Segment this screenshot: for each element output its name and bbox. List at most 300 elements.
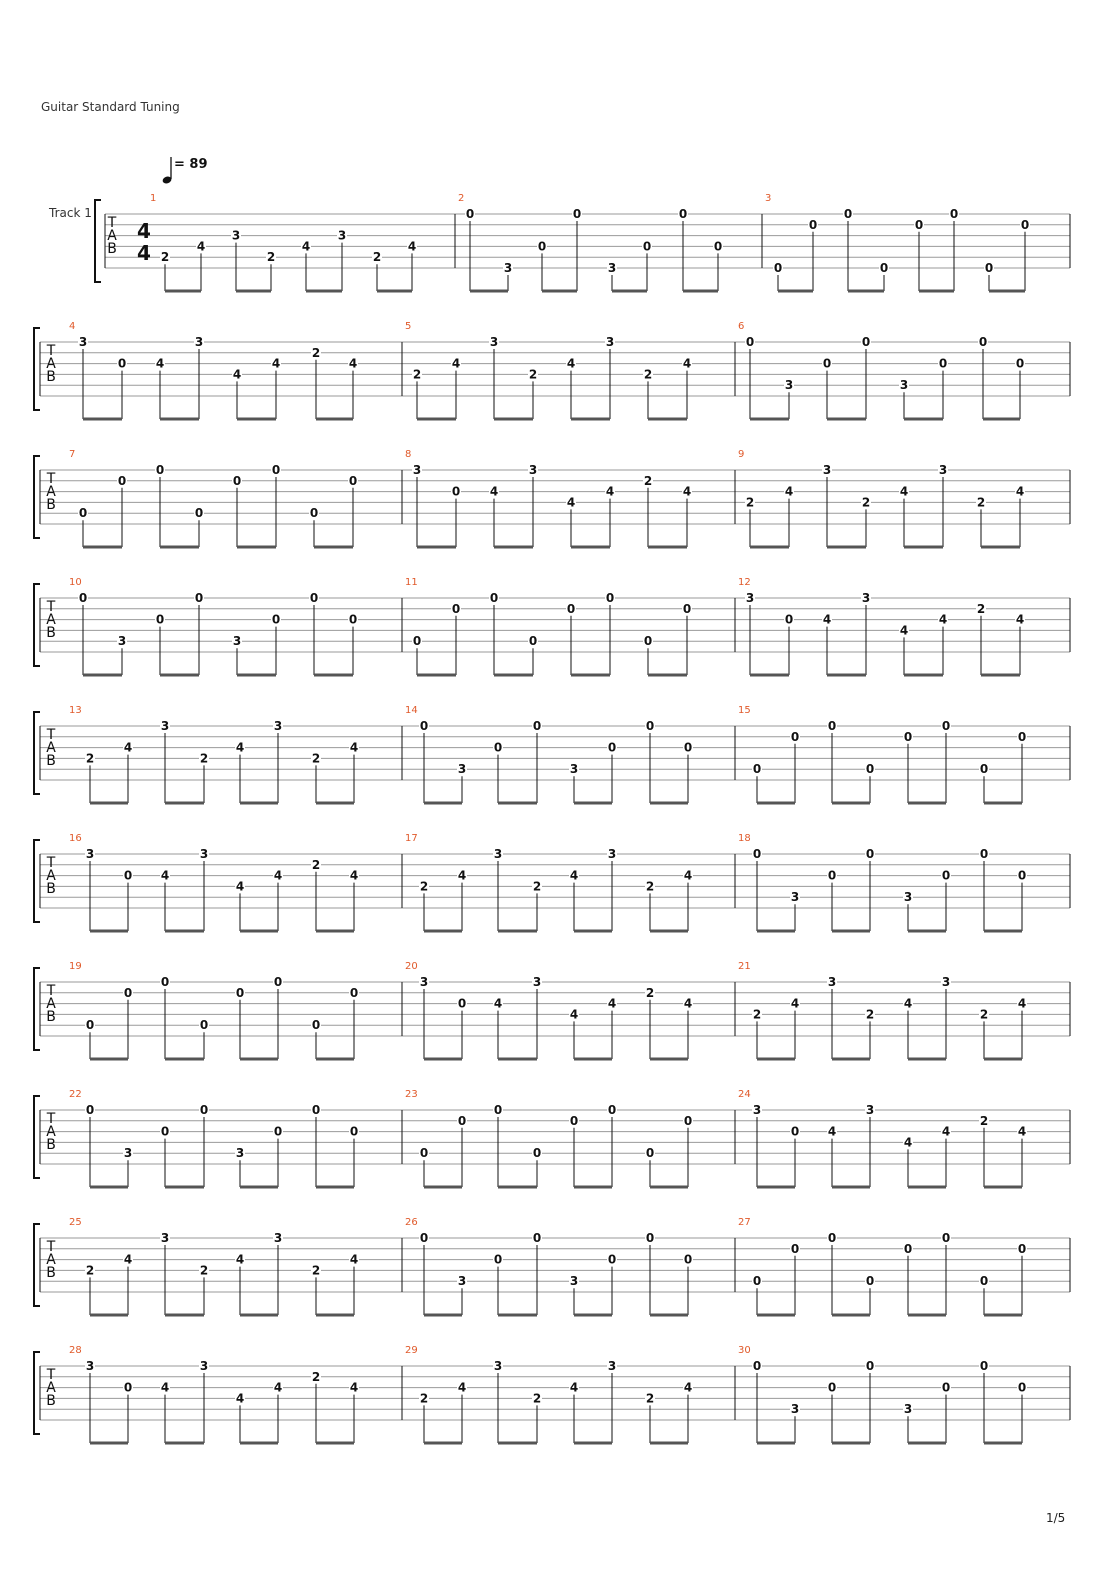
fret-number: 0 bbox=[85, 1018, 95, 1033]
fret-number: 0 bbox=[419, 719, 429, 733]
measure-number: 28 bbox=[69, 1345, 82, 1356]
measure-number: 5 bbox=[405, 321, 412, 332]
fret-number: 0 bbox=[123, 985, 133, 1000]
fret-number: 4 bbox=[941, 1124, 951, 1139]
time-signature-top: 4 bbox=[137, 219, 151, 243]
fret-number: 2 bbox=[199, 751, 209, 766]
fret-number: 4 bbox=[407, 239, 417, 254]
fret-number: 0 bbox=[273, 975, 283, 989]
fret-number: 3 bbox=[273, 1231, 283, 1245]
fret-number: 0 bbox=[643, 634, 653, 649]
tab-clef-letter: B bbox=[46, 1393, 56, 1409]
fret-number: 0 bbox=[311, 1018, 321, 1033]
tab-clef-letter: T bbox=[46, 343, 56, 359]
fret-number: 0 bbox=[457, 996, 467, 1011]
fret-number: 4 bbox=[123, 1252, 133, 1267]
fret-number: 2 bbox=[865, 1007, 875, 1022]
fret-number: 0 bbox=[232, 473, 242, 488]
fret-number: 3 bbox=[790, 890, 800, 905]
fret-number: 3 bbox=[903, 890, 913, 905]
fret-number: 2 bbox=[419, 879, 429, 894]
measure-number: 22 bbox=[69, 1089, 82, 1100]
fret-number: 2 bbox=[645, 985, 655, 1000]
fret-number: 3 bbox=[569, 762, 579, 777]
tab-clef-letter: T bbox=[46, 1239, 56, 1255]
fret-number: 0 bbox=[941, 719, 951, 733]
fret-number: 0 bbox=[532, 1231, 542, 1245]
fret-number: 0 bbox=[489, 591, 499, 605]
fret-number: 0 bbox=[984, 261, 994, 275]
fret-number: 0 bbox=[160, 1124, 170, 1139]
fret-number: 0 bbox=[155, 612, 165, 627]
fret-number: 4 bbox=[235, 1252, 245, 1267]
fret-number: 4 bbox=[1015, 484, 1025, 499]
fret-number: 0 bbox=[412, 634, 422, 649]
fret-number: 3 bbox=[457, 762, 467, 777]
tab-clef-letter: T bbox=[107, 215, 117, 231]
fret-number: 0 bbox=[607, 1252, 617, 1267]
fret-number: 3 bbox=[489, 335, 499, 349]
fret-number: 4 bbox=[160, 868, 170, 883]
fret-number: 3 bbox=[899, 378, 909, 393]
fret-number: 0 bbox=[1015, 356, 1025, 371]
fret-number: 0 bbox=[941, 1380, 951, 1395]
fret-number: 0 bbox=[532, 719, 542, 733]
fret-number: 0 bbox=[607, 740, 617, 755]
time-signature-bottom: 4 bbox=[137, 241, 151, 265]
fret-number: 3 bbox=[160, 1231, 170, 1245]
fret-number: 2 bbox=[412, 367, 422, 382]
fret-number: 3 bbox=[861, 591, 871, 605]
fret-number: 3 bbox=[503, 261, 513, 275]
fret-number: 0 bbox=[199, 1103, 209, 1117]
fret-number: 3 bbox=[419, 975, 429, 989]
fret-number: 3 bbox=[528, 463, 538, 477]
fret-number: 0 bbox=[861, 335, 871, 349]
fret-number: 2 bbox=[266, 250, 276, 265]
fret-number: 4 bbox=[938, 612, 948, 627]
fret-number: 0 bbox=[843, 207, 853, 221]
measure-number: 6 bbox=[738, 321, 745, 332]
fret-number: 4 bbox=[1017, 1124, 1027, 1139]
fret-number: 0 bbox=[822, 356, 832, 371]
measure-number: 15 bbox=[738, 705, 751, 716]
fret-number: 0 bbox=[773, 261, 783, 275]
tab-clef-letter: B bbox=[107, 241, 117, 257]
fret-number: 2 bbox=[85, 1263, 95, 1278]
fret-number: 2 bbox=[419, 1391, 429, 1406]
fret-number: 3 bbox=[232, 634, 242, 649]
fret-number: 0 bbox=[645, 719, 655, 733]
measure-number: 9 bbox=[738, 449, 745, 460]
fret-number: 4 bbox=[607, 996, 617, 1011]
fret-number: 2 bbox=[311, 1369, 321, 1384]
fret-number: 0 bbox=[879, 261, 889, 275]
fret-number: 3 bbox=[790, 1402, 800, 1417]
fret-number: 0 bbox=[865, 847, 875, 861]
fret-number: 0 bbox=[865, 1359, 875, 1373]
tab-clef-letter: B bbox=[46, 497, 56, 513]
fret-number: 4 bbox=[273, 1380, 283, 1395]
tab-clef-letter: A bbox=[46, 1380, 56, 1396]
tab-clef-letter: A bbox=[46, 740, 56, 756]
system-bracket bbox=[95, 200, 101, 282]
fret-number: 0 bbox=[271, 463, 281, 477]
fret-number: 4 bbox=[349, 740, 359, 755]
fret-number: 0 bbox=[713, 239, 723, 254]
fret-number: 0 bbox=[752, 847, 762, 861]
fret-number: 4 bbox=[903, 1135, 913, 1150]
fret-number: 3 bbox=[231, 228, 241, 243]
measure-number: 7 bbox=[69, 449, 76, 460]
fret-number: 3 bbox=[199, 1359, 209, 1373]
measure-number: 23 bbox=[405, 1089, 418, 1100]
fret-number: 4 bbox=[683, 868, 693, 883]
fret-number: 2 bbox=[645, 1391, 655, 1406]
fret-number: 0 bbox=[745, 335, 755, 349]
fret-number: 2 bbox=[311, 1263, 321, 1278]
fret-number: 3 bbox=[273, 719, 283, 733]
measure-number: 12 bbox=[738, 577, 751, 588]
measure-number: 19 bbox=[69, 961, 82, 972]
system-bracket bbox=[34, 584, 40, 666]
measure-number: 13 bbox=[69, 705, 82, 716]
system-bracket bbox=[34, 840, 40, 922]
system-bracket bbox=[34, 328, 40, 410]
fret-number: 0 bbox=[827, 1380, 837, 1395]
track-name: Track 1 bbox=[49, 206, 92, 220]
fret-number: 4 bbox=[1017, 996, 1027, 1011]
fret-number: 3 bbox=[903, 1402, 913, 1417]
tuning-label: Guitar Standard Tuning bbox=[41, 100, 180, 114]
fret-number: 0 bbox=[451, 484, 461, 499]
fret-number: 2 bbox=[645, 879, 655, 894]
fret-number: 0 bbox=[682, 601, 692, 616]
tab-clef-letter: B bbox=[46, 1009, 56, 1025]
fret-number: 4 bbox=[899, 484, 909, 499]
measure-number: 3 bbox=[765, 193, 772, 204]
fret-number: 3 bbox=[784, 378, 794, 393]
fret-number: 4 bbox=[349, 1252, 359, 1267]
fret-number: 0 bbox=[978, 335, 988, 349]
fret-number: 0 bbox=[309, 506, 319, 521]
fret-number: 2 bbox=[979, 1113, 989, 1128]
fret-number: 4 bbox=[349, 868, 359, 883]
fret-number: 3 bbox=[117, 634, 127, 649]
fret-number: 0 bbox=[752, 762, 762, 777]
fret-number: 0 bbox=[678, 207, 688, 221]
fret-number: 0 bbox=[790, 1124, 800, 1139]
fret-number: 0 bbox=[465, 207, 475, 221]
fret-number: 0 bbox=[645, 1231, 655, 1245]
fret-number: 0 bbox=[123, 868, 133, 883]
fret-number: 4 bbox=[457, 1380, 467, 1395]
fret-number: 0 bbox=[683, 1252, 693, 1267]
fret-number: 4 bbox=[683, 996, 693, 1011]
tab-clef-letter: A bbox=[107, 228, 117, 244]
fret-number: 3 bbox=[569, 1274, 579, 1289]
fret-number: 4 bbox=[123, 740, 133, 755]
tab-clef-letter: A bbox=[46, 356, 56, 372]
fret-number: 2 bbox=[976, 495, 986, 510]
tab-clef-letter: A bbox=[46, 996, 56, 1012]
fret-number: 0 bbox=[938, 356, 948, 371]
tab-clef-letter: B bbox=[46, 881, 56, 897]
fret-number: 3 bbox=[607, 847, 617, 861]
fret-number: 2 bbox=[532, 1391, 542, 1406]
fret-number: 0 bbox=[155, 463, 165, 477]
measure-number: 4 bbox=[69, 321, 76, 332]
measure-number: 26 bbox=[405, 1217, 418, 1228]
fret-number: 0 bbox=[979, 847, 989, 861]
fret-number: 2 bbox=[372, 250, 382, 265]
measure-number: 2 bbox=[458, 193, 465, 204]
fret-number: 3 bbox=[235, 1146, 245, 1161]
fret-number: 0 bbox=[1017, 729, 1027, 744]
fret-number: 3 bbox=[199, 847, 209, 861]
fret-number: 0 bbox=[683, 1113, 693, 1128]
fret-number: 0 bbox=[451, 601, 461, 616]
fret-number: 0 bbox=[752, 1274, 762, 1289]
fret-number: 3 bbox=[194, 335, 204, 349]
fret-number: 0 bbox=[605, 591, 615, 605]
fret-number: 3 bbox=[337, 228, 347, 243]
fret-number: 0 bbox=[532, 1146, 542, 1161]
tab-clef-letter: T bbox=[46, 983, 56, 999]
fret-number: 4 bbox=[899, 623, 909, 638]
fret-number: 4 bbox=[451, 356, 461, 371]
fret-number: 4 bbox=[235, 879, 245, 894]
tab-clef-letter: B bbox=[46, 625, 56, 641]
fret-number: 0 bbox=[827, 719, 837, 733]
fret-number: 0 bbox=[1020, 217, 1030, 232]
fret-number: 0 bbox=[784, 612, 794, 627]
tab-clef-letter: B bbox=[46, 753, 56, 769]
fret-number: 0 bbox=[493, 740, 503, 755]
fret-number: 0 bbox=[271, 612, 281, 627]
fret-number: 2 bbox=[311, 345, 321, 360]
fret-number: 0 bbox=[903, 729, 913, 744]
fret-number: 0 bbox=[199, 1018, 209, 1033]
fret-number: 2 bbox=[528, 367, 538, 382]
fret-number: 2 bbox=[861, 495, 871, 510]
fret-number: 3 bbox=[160, 719, 170, 733]
measure-number: 14 bbox=[405, 705, 418, 716]
measure-number: 20 bbox=[405, 961, 418, 972]
tab-clef-letter: A bbox=[46, 484, 56, 500]
fret-number: 3 bbox=[123, 1146, 133, 1161]
measure-number: 29 bbox=[405, 1345, 418, 1356]
system-bracket bbox=[34, 968, 40, 1050]
fret-number: 4 bbox=[822, 612, 832, 627]
fret-number: 3 bbox=[865, 1103, 875, 1117]
fret-number: 0 bbox=[827, 1231, 837, 1245]
measure-number: 16 bbox=[69, 833, 82, 844]
fret-number: 3 bbox=[493, 847, 503, 861]
fret-number: 0 bbox=[827, 868, 837, 883]
fret-number: 0 bbox=[949, 207, 959, 221]
page-number: 1/5 bbox=[1046, 1511, 1066, 1525]
fret-number: 0 bbox=[607, 1103, 617, 1117]
fret-number: 0 bbox=[1017, 1380, 1027, 1395]
fret-number: 0 bbox=[457, 1113, 467, 1128]
fret-number: 0 bbox=[85, 1103, 95, 1117]
system-bracket bbox=[34, 1224, 40, 1306]
fret-number: 0 bbox=[78, 591, 88, 605]
fret-number: 3 bbox=[605, 335, 615, 349]
tab-clef-letter: T bbox=[46, 1367, 56, 1383]
tab-clef-letter: B bbox=[46, 369, 56, 385]
fret-number: 0 bbox=[349, 1124, 359, 1139]
fret-number: 0 bbox=[194, 506, 204, 521]
fret-number: 4 bbox=[235, 740, 245, 755]
fret-number: 4 bbox=[566, 495, 576, 510]
fret-number: 0 bbox=[808, 217, 818, 232]
fret-number: 4 bbox=[301, 239, 311, 254]
fret-number: 2 bbox=[532, 879, 542, 894]
fret-number: 4 bbox=[827, 1124, 837, 1139]
fret-number: 0 bbox=[642, 239, 652, 254]
system-bracket bbox=[34, 1096, 40, 1178]
fret-number: 0 bbox=[645, 1146, 655, 1161]
fret-number: 3 bbox=[457, 1274, 467, 1289]
fret-number: 0 bbox=[194, 591, 204, 605]
tab-clef-letter: T bbox=[46, 1111, 56, 1127]
fret-number: 4 bbox=[683, 1380, 693, 1395]
fret-number: 2 bbox=[643, 367, 653, 382]
fret-number: 4 bbox=[348, 356, 358, 371]
fret-number: 3 bbox=[827, 975, 837, 989]
fret-number: 4 bbox=[569, 1380, 579, 1395]
fret-number: 0 bbox=[117, 356, 127, 371]
measure-number: 8 bbox=[405, 449, 412, 460]
fret-number: 4 bbox=[457, 868, 467, 883]
fret-number: 0 bbox=[419, 1231, 429, 1245]
fret-number: 0 bbox=[493, 1103, 503, 1117]
fret-number: 4 bbox=[155, 356, 165, 371]
fret-number: 0 bbox=[914, 217, 924, 232]
fret-number: 0 bbox=[235, 985, 245, 1000]
fret-number: 3 bbox=[412, 463, 422, 477]
measure-number: 10 bbox=[69, 577, 82, 588]
fret-number: 2 bbox=[85, 751, 95, 766]
fret-number: 4 bbox=[349, 1380, 359, 1395]
fret-number: 0 bbox=[865, 762, 875, 777]
fret-number: 0 bbox=[311, 1103, 321, 1117]
fret-number: 3 bbox=[752, 1103, 762, 1117]
fret-number: 3 bbox=[532, 975, 542, 989]
fret-number: 0 bbox=[683, 740, 693, 755]
fret-number: 3 bbox=[493, 1359, 503, 1373]
measure-number: 18 bbox=[738, 833, 751, 844]
tab-clef-letter: B bbox=[46, 1265, 56, 1281]
fret-number: 2 bbox=[199, 1263, 209, 1278]
fret-number: 4 bbox=[784, 484, 794, 499]
fret-number: 2 bbox=[745, 495, 755, 510]
fret-number: 0 bbox=[160, 975, 170, 989]
fret-number: 0 bbox=[78, 506, 88, 521]
tab-clef-letter: A bbox=[46, 1252, 56, 1268]
fret-number: 3 bbox=[607, 261, 617, 275]
fret-number: 3 bbox=[85, 847, 95, 861]
fret-number: 2 bbox=[311, 751, 321, 766]
fret-number: 4 bbox=[235, 1391, 245, 1406]
fret-number: 3 bbox=[941, 975, 951, 989]
fret-number: 4 bbox=[271, 356, 281, 371]
fret-number: 0 bbox=[979, 762, 989, 777]
fret-number: 0 bbox=[348, 612, 358, 627]
fret-number: 2 bbox=[643, 473, 653, 488]
fret-number: 2 bbox=[979, 1007, 989, 1022]
fret-number: 0 bbox=[979, 1359, 989, 1373]
measure-number: 1 bbox=[150, 193, 157, 204]
fret-number: 0 bbox=[572, 207, 582, 221]
fret-number: 0 bbox=[493, 1252, 503, 1267]
fret-number: 0 bbox=[790, 1241, 800, 1256]
measure-number: 11 bbox=[405, 577, 418, 588]
fret-number: 0 bbox=[273, 1124, 283, 1139]
fret-number: 3 bbox=[85, 1359, 95, 1373]
fret-number: 2 bbox=[976, 601, 986, 616]
fret-number: 0 bbox=[123, 1380, 133, 1395]
fret-number: 0 bbox=[790, 729, 800, 744]
measure-number: 27 bbox=[738, 1217, 751, 1228]
fret-number: 2 bbox=[311, 857, 321, 872]
fret-number: 0 bbox=[566, 601, 576, 616]
system-bracket bbox=[34, 712, 40, 794]
fret-number: 0 bbox=[752, 1359, 762, 1373]
fret-number: 3 bbox=[822, 463, 832, 477]
tab-clef-letter: T bbox=[46, 855, 56, 871]
measure-number: 17 bbox=[405, 833, 418, 844]
fret-number: 4 bbox=[682, 484, 692, 499]
fret-number: 0 bbox=[1017, 868, 1027, 883]
fret-number: 3 bbox=[745, 591, 755, 605]
fret-number: 0 bbox=[348, 473, 358, 488]
fret-number: 0 bbox=[941, 868, 951, 883]
tab-clef-letter: T bbox=[46, 599, 56, 615]
fret-number: 0 bbox=[941, 1231, 951, 1245]
fret-number: 0 bbox=[309, 591, 319, 605]
fret-number: 4 bbox=[790, 996, 800, 1011]
tab-clef-letter: T bbox=[46, 727, 56, 743]
fret-number: 0 bbox=[979, 1274, 989, 1289]
tab-clef-letter: T bbox=[46, 471, 56, 487]
measure-number: 30 bbox=[738, 1345, 751, 1356]
fret-number: 0 bbox=[865, 1274, 875, 1289]
tab-clef-letter: A bbox=[46, 1124, 56, 1140]
fret-number: 4 bbox=[489, 484, 499, 499]
tab-clef-letter: B bbox=[46, 1137, 56, 1153]
fret-number: 4 bbox=[566, 356, 576, 371]
fret-number: 4 bbox=[605, 484, 615, 499]
fret-number: 4 bbox=[160, 1380, 170, 1395]
fret-number: 4 bbox=[903, 996, 913, 1011]
measure-number: 24 bbox=[738, 1089, 751, 1100]
fret-number: 4 bbox=[493, 996, 503, 1011]
fret-number: 3 bbox=[78, 335, 88, 349]
fret-number: 4 bbox=[569, 868, 579, 883]
fret-number: 0 bbox=[569, 1113, 579, 1128]
tempo-label: = 89 bbox=[174, 157, 208, 172]
measure-number: 25 bbox=[69, 1217, 82, 1228]
fret-number: 4 bbox=[682, 356, 692, 371]
system-bracket bbox=[34, 1352, 40, 1434]
tab-clef-letter: A bbox=[46, 868, 56, 884]
fret-number: 2 bbox=[160, 250, 170, 265]
fret-number: 0 bbox=[537, 239, 547, 254]
fret-number: 2 bbox=[752, 1007, 762, 1022]
